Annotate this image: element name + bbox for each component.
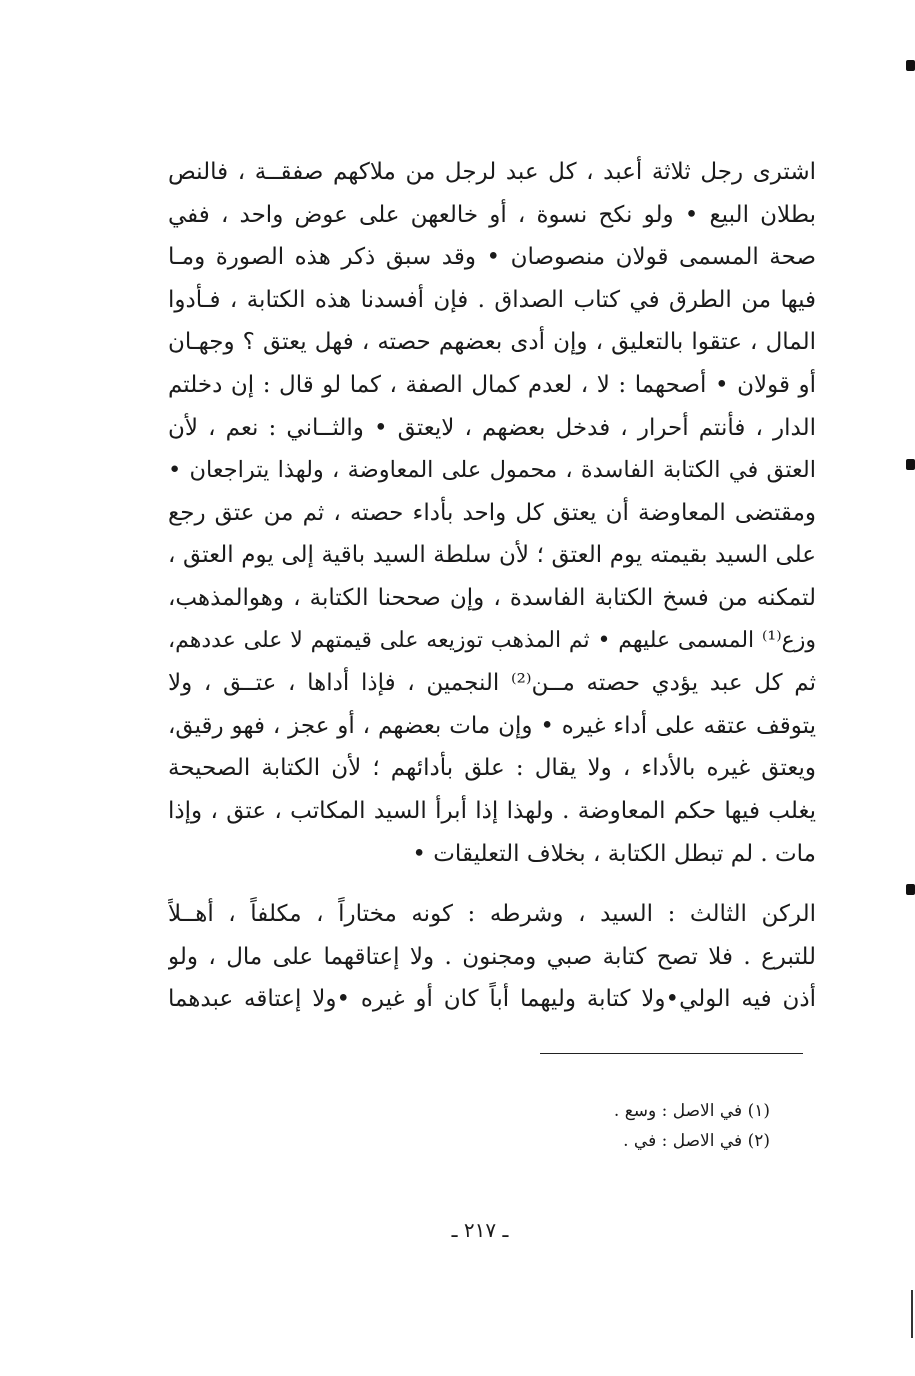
text-line: ثم كل عبد يؤدي حصته مــن⁽²⁾ النجمين ، فإذا أداها ، عتــق ، ولا [168,670,816,697]
page-number: ـ ٢١٧ ـ [451,1218,509,1242]
text-line: يتوقف عتقه على أداء غيره • وإن مات بعضهم ، أو عجز ، فهو رقيق، [168,712,816,739]
margin-mark [906,884,915,895]
body-paragraph-1 [168,151,816,875]
text-line: اشترى رجل ثلاثة أعبد ، كل عبد لرجل من ملاكهم صفقــة ، فالنص [168,159,816,185]
text-line: للتبرع . فلا تصح كتابة صبي ومجنون . ولا إعتاقهما على مال ، ولو [168,943,816,970]
text-line: بطلان البيع • ولو نكح نسوة ، أو خالعهن على عوض واحد ، ففي [168,201,816,228]
footnotes [470,1096,770,1156]
margin-mark [906,459,915,470]
page-edge-line [911,1290,913,1338]
text-line: أو قولان • أصحهما : لا ، لعدم كمال الصفة ، كما لو قال : إن دخلتم [168,371,816,398]
text-line: يغلب فيها حكم المعاوضة . ولهذا إذا أبرأ السيد المكاتب ، عتق ، وإذا [168,797,816,824]
footnote-1: (١) في الاصل : وسع . [613,1101,770,1121]
margin-mark [906,60,915,71]
text-line: صحة المسمى قولان منصوصان • وقد سبق ذكر هذه الصورة ومـا [168,244,816,271]
footnote-2: (٢) في الاصل : في . [623,1131,770,1151]
body-paragraph-2 [168,893,816,1021]
text-line: ويعتق غيره بالأداء ، ولا يقال : علق بأدائهم ؛ لأن الكتابة الصحيحة [168,755,816,782]
text-line: ومقتضى المعاوضة أن يعتق كل واحد بأداء حصته ، ثم من عتق رجع [168,499,816,526]
text-line: الركن الثالث : السيد ، وشرطه : كونه مختاراً ، مكلفاً ، أهــلاً [168,901,816,927]
text-line: لتمكنه من فسخ الكتابة الفاسدة ، وإن صححنا الكتابة ، وهوالمذهب، [168,584,816,611]
text-line: وزع⁽¹⁾ المسمى عليهم • ثم المذهب توزيعه على قيمتهم لا على عددهم، [168,627,816,653]
text-line: العتق في الكتابة الفاسدة ، محمول على المعاوضة ، ولهذا يتراجعان • [168,457,816,484]
text-line: فيها من الطرق في كتاب الصداق . فإن أفسدنا هذه الكتابة ، فـأدوا [168,286,816,313]
text-line: الدار ، فأنتم أحرار ، فدخل بعضهم ، لايعتق • والثــاني : نعم ، لأن [168,414,816,441]
text-line: على السيد بقيمته يوم العتق ؛ لأن سلطة السيد باقية إلى يوم العتق ، [168,542,816,569]
text-line: المال ، عتقوا بالتعليق ، وإن أدى بعضهم حصته ، فهل يعتق ؟ وجهـان [168,329,816,356]
text-line: مات . لم تبطل الكتابة ، بخلاف التعليقات • [412,840,816,867]
text-line: أذن فيه الولي•ولا كتابة وليهما أباً كان أو غيره •ولا إعتاقه عبدهما [168,986,816,1013]
footnote-separator [540,1053,803,1054]
